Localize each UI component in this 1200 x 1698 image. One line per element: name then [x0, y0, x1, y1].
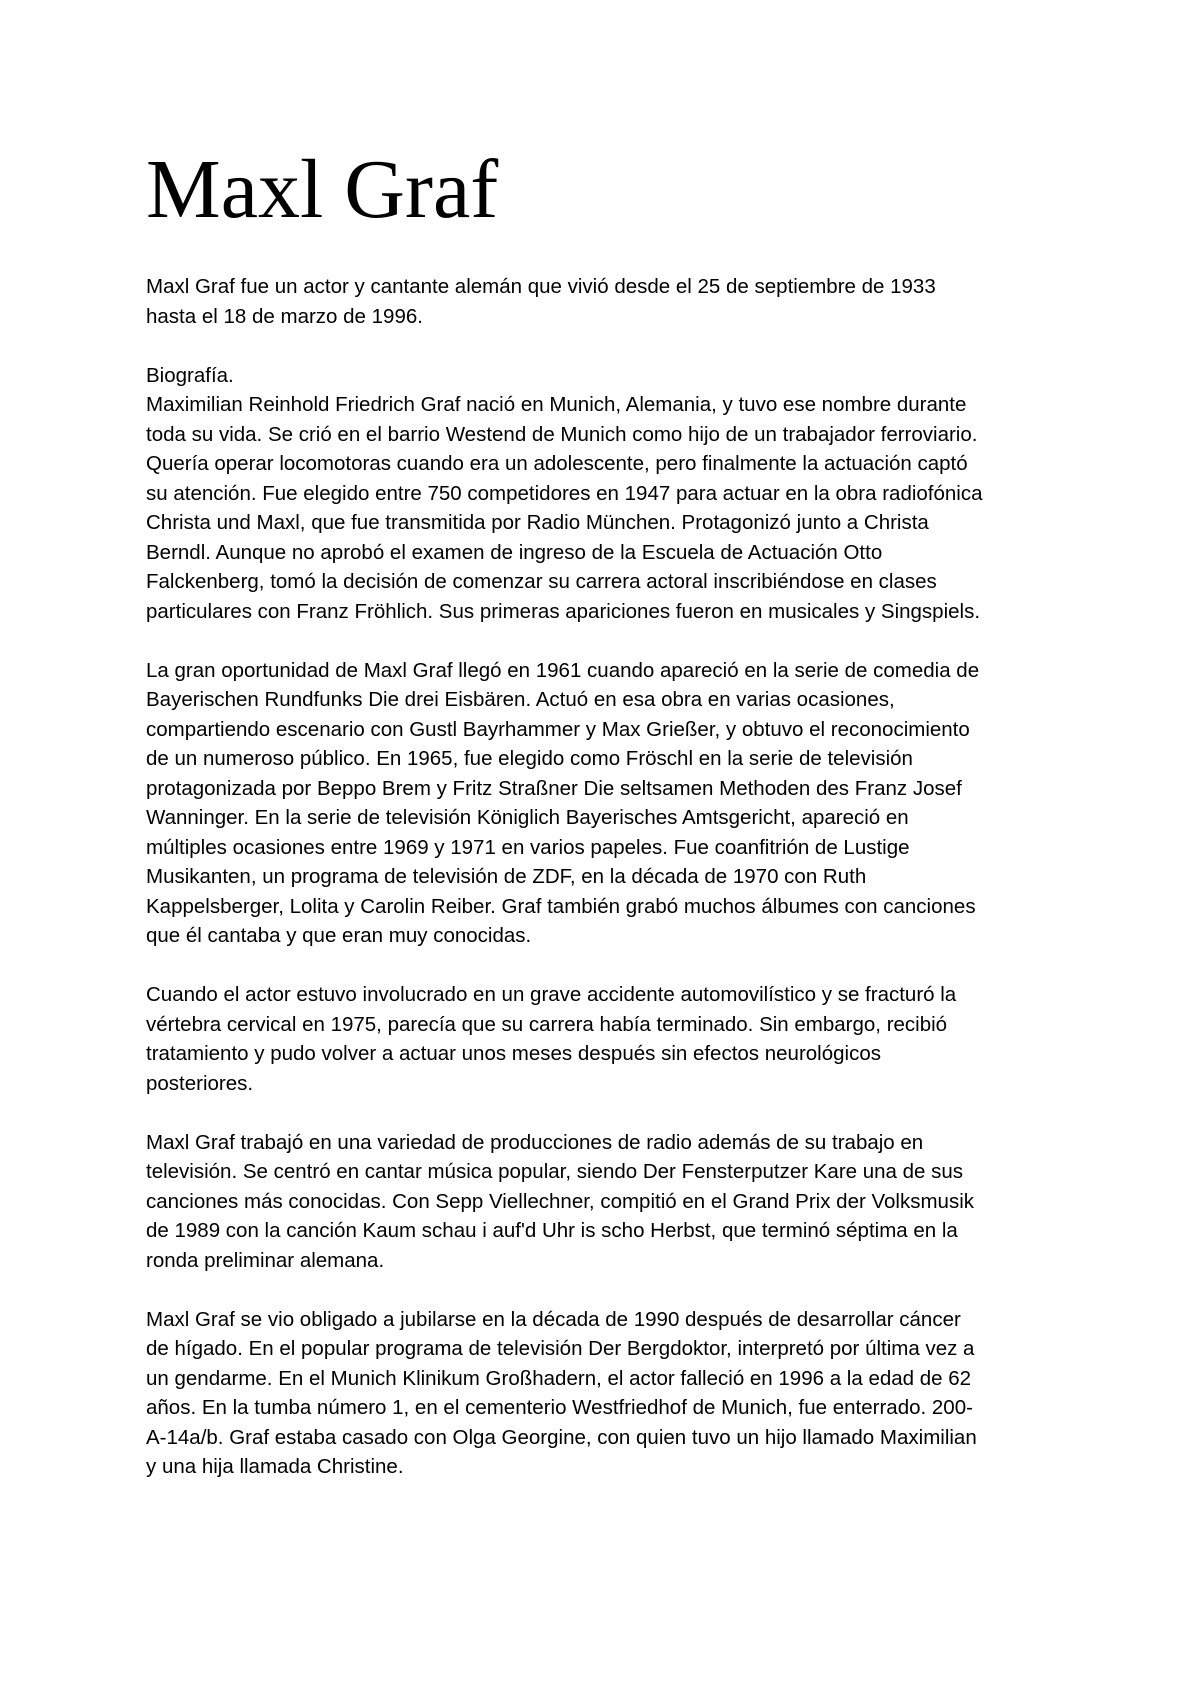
document-title: Maxl Graf	[146, 143, 499, 236]
intro-paragraph: Maxl Graf fue un actor y cantante alemán que vivió desde el 25 de septiembre de 1933 hasta el 18 de marzo de 1996.	[146, 275, 936, 328]
document-page	[146, 142, 1066, 1511]
body-paragraph-3: Cuando el actor estuvo involucrado en un grave accidente automovilístico y se fracturó la vértebra cervical en 1975, parecía que su carrera había terminado. Sin embargo, recibió tratamiento y pudo volver a actuar unos meses después sin efectos neurológicos posteriores.	[146, 983, 957, 1095]
body-paragraph-2: La gran oportunidad de Maxl Graf llegó en 1961 cuando apareció en la serie de comedia de Bayerischen Rundfunks Die drei Eisbären. Actuó en esa obra en varias ocasiones, compartiendo escenario con Gustl Bayrhammer y Max Grießer, y obtuvo el reconocimiento de un numeroso público. En 1965, fue elegido como Fröschl en la serie de televisión protagonizada por Beppo Brem y Fritz Straßner Die seltsamen Methoden des Franz Josef Wanninger. En la serie de televisión Königlich Bayerisches Amtsgericht, apareció en múltiples ocasiones entre 1969 y 1971 en varios papeles. Fue coanfitrión de Lustige Musikanten, un programa de televisión de ZDF, en la década de 1970 con Ruth Kappelsberger, Lolita y Carolin Reiber. Graf también grabó muchos álbumes con canciones que él cantaba y que eran muy conocidas.	[146, 658, 980, 947]
body-paragraph-1: Maximilian Reinhold Friedrich Graf nació en Munich, Alemania, y tuvo ese nombre durante toda su vida. Se crió en el barrio Westend de Munich como hijo de un trabajador ferroviario. Quería operar locomotoras cuando era un adolescente, pero finalmente la actuación captó su atención. Fue elegido entre 750 competidores en 1947 para actuar en la obra radiofónica Christa und Maxl, que fue transmitida por Radio München. Protagonizó junto a Christa Berndl. Aunque no aprobó el examen de ingreso de la Escuela de Actuación Otto Falckenberg, tomó la decisión de comenzar su carrera actoral inscribiéndose en clases particulares con Franz Fröhlich. Sus primeras apariciones fueron en musicales y Singspiels.	[146, 393, 983, 623]
body-paragraph-4: Maxl Graf trabajó en una variedad de producciones de radio además de su trabajo en televisión. Se centró en cantar música popular, siendo Der Fensterputzer Kare una de sus canciones más conocidas. Con Sepp Viellechner, compitió en el Grand Prix der Volksmusik de 1989 con la canción Kaum schau i auf'd Uhr is scho Herbst, que terminó séptima en la ronda preliminar alemana.	[146, 1130, 975, 1272]
body-paragraph-5: Maxl Graf se vio obligado a jubilarse en la década de 1990 después de desarrollar cáncer de hígado. En el popular programa de televisión Der Bergdoktor, interpretó por última vez a un gendarme. En el Munich Klinikum Großhadern, el actor falleció en 1996 a la edad de 62 años. En la tumba número 1, en el cementerio Westfriedhof de Munich, fue enterrado. 200- A-14a/b. Graf estaba casado con Olga Georgine, con quien tuvo un hijo llamado Maximilian y una hija llamada Christine.	[146, 1307, 977, 1478]
section-heading-biografia: Biografía.	[146, 363, 234, 387]
